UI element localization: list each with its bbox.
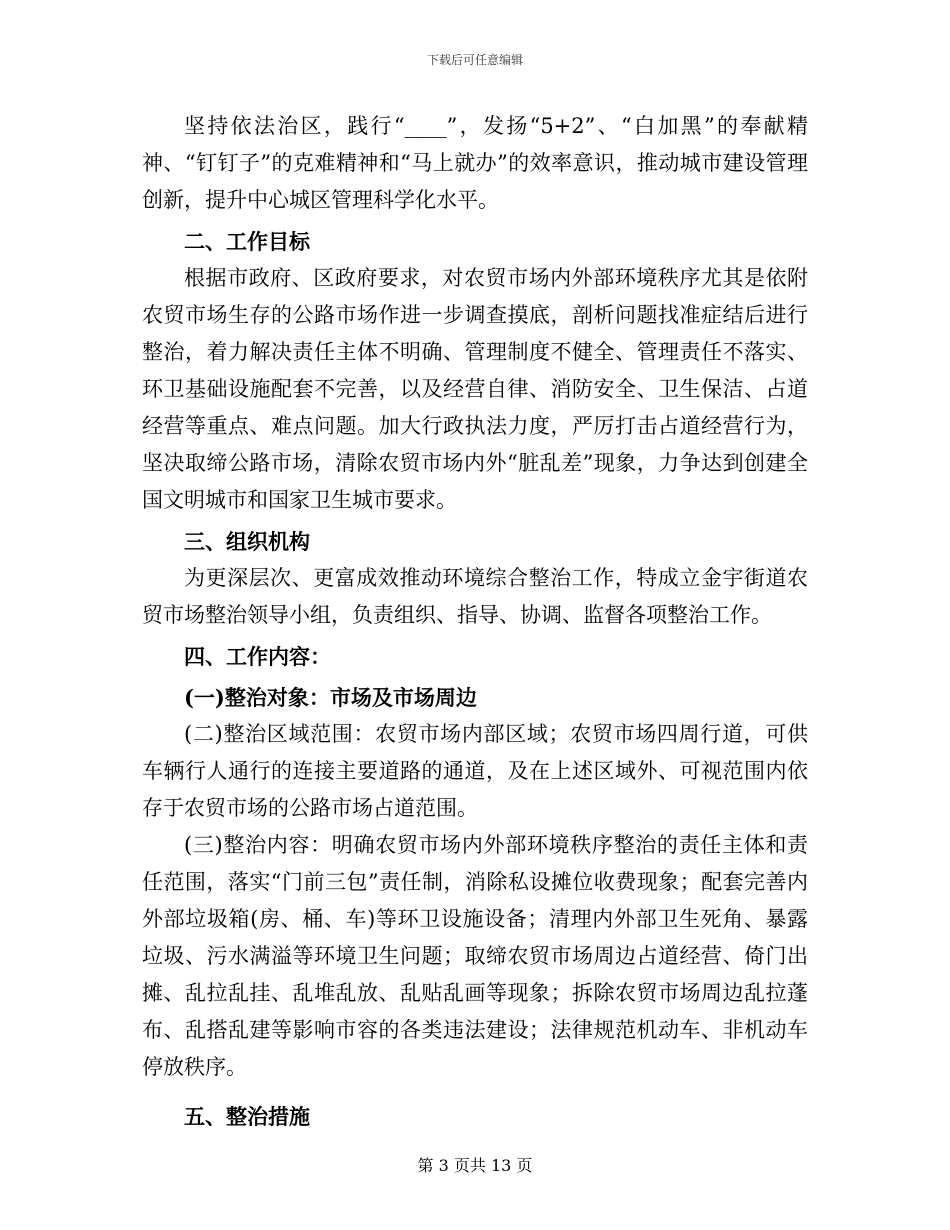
page-header: 下载后可任意编辑 (426, 53, 523, 67)
paragraph-details: (三)整治内容：明确农贸市场内外部环境秩序整治的责任主体和责任范围，落实“门前三包”责任制，消除私设摊位收费现象；配套完善内外部垃圾箱(房、桶、车)等环卫设施设备；清理内外部卫生死角、暴露垃圾、污水满溢等环境卫生问题；取缔农贸市场周边占道经营、倚门出摊、乱拉乱挂、乱堆乱放、乱贴乱画等现象；拆除农贸市场周边乱拉蓬布、乱搭乱建等影响市容的各类违法建设；法律规范机动车、非机动车停放秩序。 (142, 833, 808, 1079)
section-heading-measures: 五、整治措施 (184, 1104, 310, 1129)
paragraph-principle: 坚持依法治区，践行“____”，发扬“5+2”、“白加黑”的奉献精神、“钉钉子”的克难精神和“马上就办”的效率意识，推动城市建设管理创新，提升中心城区管理科学化水平。 (142, 114, 808, 212)
page-footer: 第 3 页共 13 页 (417, 1156, 533, 1175)
section-heading-organization: 三、组织机构 (184, 529, 310, 554)
paragraph-scope: (二)整治区域范围：农贸市场内部区域；农贸市场四周行道，可供车辆行人通行的连接主要道路的通道，及在上述区域外、可视范围内依存于农贸市场的公路市场占道范围。 (142, 722, 808, 820)
section-heading-content: 四、工作内容： (184, 644, 331, 669)
section-heading-goals: 二、工作目标 (184, 229, 310, 254)
paragraph-organization: 为更深层次、更富成效推动环境综合整治工作，特成立金宇街道农贸市场整治领导小组，负责组织、指导、协调、监督各项整治工作。 (142, 566, 808, 627)
subsection-heading-targets: (一)整治对象：市场及市场周边 (184, 685, 477, 710)
paragraph-goals: 根据市政府、区政府要求，对农贸市场内外部环境秩序尤其是依附农贸市场生存的公路市场作进一步调查摸底，剖析问题找准症结后进行整治，着力解决责任主体不明确、管理制度不健全、管理责任不落实、环卫基础设施配套不完善，以及经营自律、消防安全、卫生保洁、占道经营等重点、难点问题。加大行政执法力度，严厉打击占道经营行为，坚决取缔公路市场，清除农贸市场内外“脏乱差”现象，力争达到创建全国文明城市和国家卫生城市要求。 (142, 266, 808, 512)
document-body (142, 108, 808, 1135)
